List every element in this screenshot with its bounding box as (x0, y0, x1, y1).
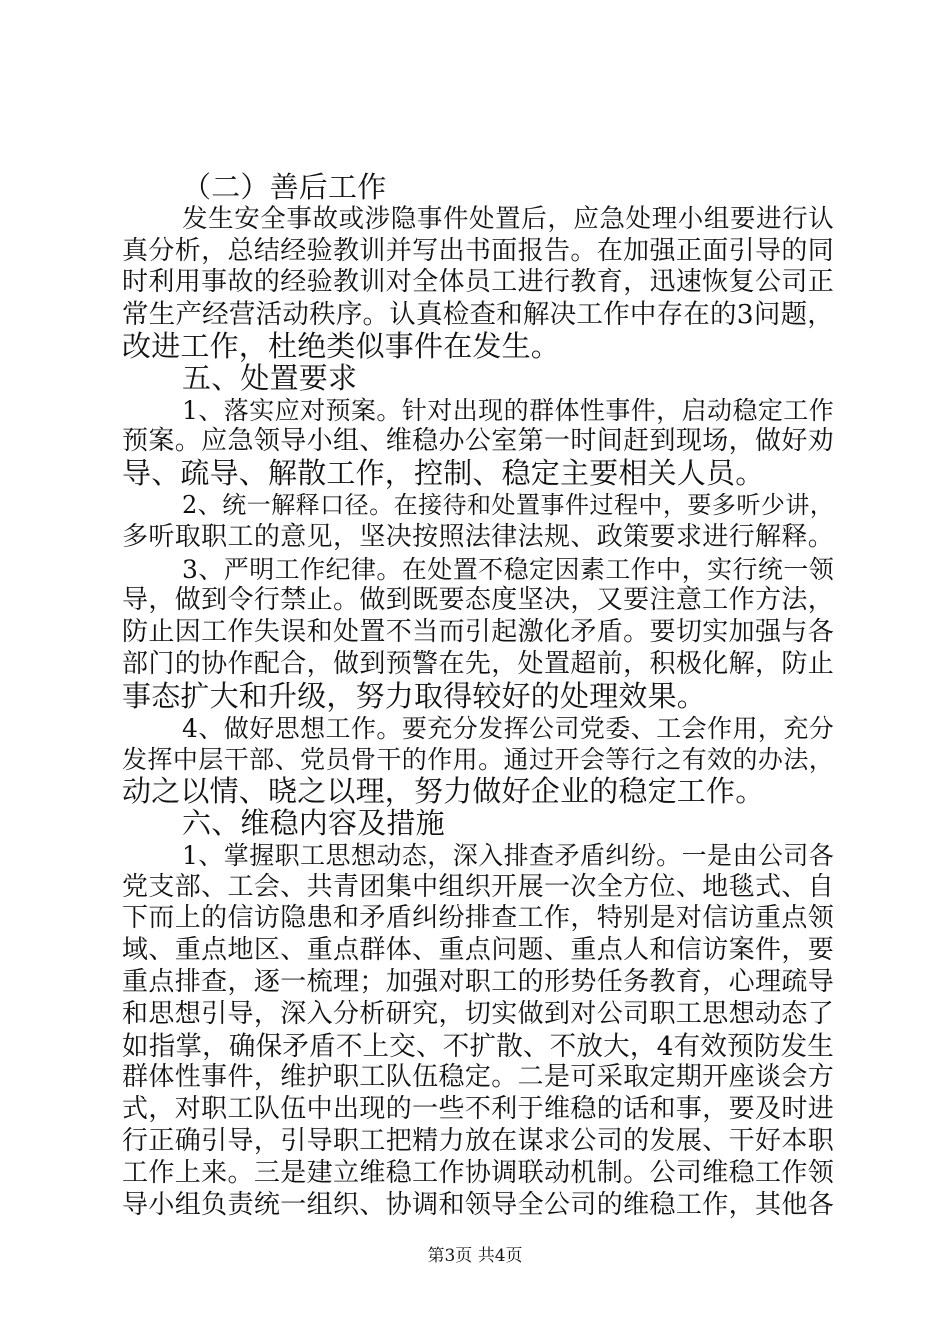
text-line: 发挥中层干部、党员骨干的作用。通过开会等行之有效的办法， (122, 745, 834, 775)
text-line: 常生产经营活动秩序。认真检查和解决工作中存在的3问题， (122, 299, 834, 331)
text-line: 行正确引导，引导职工把精力放在谋求公司的发展、干好本职 (122, 1125, 834, 1156)
text-line: （二）善后工作 (182, 170, 387, 204)
page-footer: 第3页 共4页 (427, 1246, 523, 1266)
text-line: 导，做到令行禁止。做到既要态度坚决，又要注意工作方法， (122, 585, 834, 616)
text-line: 多听取职工的意见，坚决按照法律法规、政策要求进行解释。 (122, 521, 834, 552)
document-body (122, 172, 834, 1221)
text-line: 五、处置要求 (182, 360, 358, 395)
text-line: 预案。应急领导小组、维稳办公室第一时间赶到现场，做好劝 (122, 426, 834, 457)
text-line: 工作上来。三是建立维稳工作协调联动机制。公司维稳工作领 (122, 1157, 834, 1188)
text-line: 事态扩大和升级，努力取得较好的处理效果。 (122, 678, 707, 713)
text-line: 部门的协作配合，做到预警在先，处置超前，积极化解，防止 (122, 648, 834, 679)
text-line: 党支部、工会、共青团集中组织开展一次全方位、地毯式、自 (122, 871, 834, 902)
text-line: 六、维稳内容及措施 (182, 805, 445, 840)
text-line: 3、严明工作纪律。在处置不稳定因素工作中，实行统一领 (182, 554, 834, 584)
text-line: 域、重点地区、重点群体、重点问题、重点人和信访案件，要 (122, 935, 834, 966)
text-line: 2、统一解释口径。在接待和处置事件过程中，要多听少讲， (182, 490, 834, 519)
text-line: 1、掌握职工思想动态，深入排查矛盾纠纷。一是由公司各 (182, 840, 834, 870)
text-line: 重点排查，逐一梳理；加强对职工的形势任务教育，心理疏导 (122, 966, 834, 997)
text-line: 如指掌，确保矛盾不上交、不扩散、不放大，4有效预防发生 (122, 1030, 834, 1062)
text-line: 群体性事件，维护职工队伍稳定。二是可采取定期开座谈会方 (122, 1062, 834, 1093)
text-line: 真分析，总结经验教训并写出书面报告。在加强正面引导的同 (122, 235, 834, 266)
text-line: 发生安全事故或涉隐事件处置后，应急处理小组要进行认 (182, 203, 834, 234)
text-line: 防止因工作失误和处置不当而引起激化矛盾。要切实加强与各 (122, 617, 834, 648)
text-line: 和思想引导，深入分析研究，切实做到对公司职工思想动态了 (122, 998, 834, 1029)
text-line: 下而上的信访隐患和矛盾纠纷排查工作，特别是对信访重点领 (122, 903, 834, 934)
text-line: 式，对职工队伍中出现的一些不利于维稳的话和事，要及时进 (122, 1094, 834, 1125)
text-line: 改进工作，杜绝类似事件在发生。 (122, 328, 561, 363)
text-line: 时利用事故的经验教训对全体员工进行教育，迅速恢复公司正 (122, 267, 834, 298)
text-line: 动之以情、晓之以理，努力做好企业的稳定工作。 (122, 774, 765, 809)
text-line: 4、做好思想工作。要充分发挥公司党委、工会作用，充分 (182, 713, 834, 743)
text-line: 1、落实应对预案。针对出现的群体性事件，启动稳定工作 (182, 395, 834, 425)
text-line: 导、疏导、解散工作，控制、稳定主要相关人员。 (122, 456, 765, 491)
text-line: 导小组负责统一组织、协调和领导全公司的维稳工作，其他各 (122, 1189, 834, 1220)
